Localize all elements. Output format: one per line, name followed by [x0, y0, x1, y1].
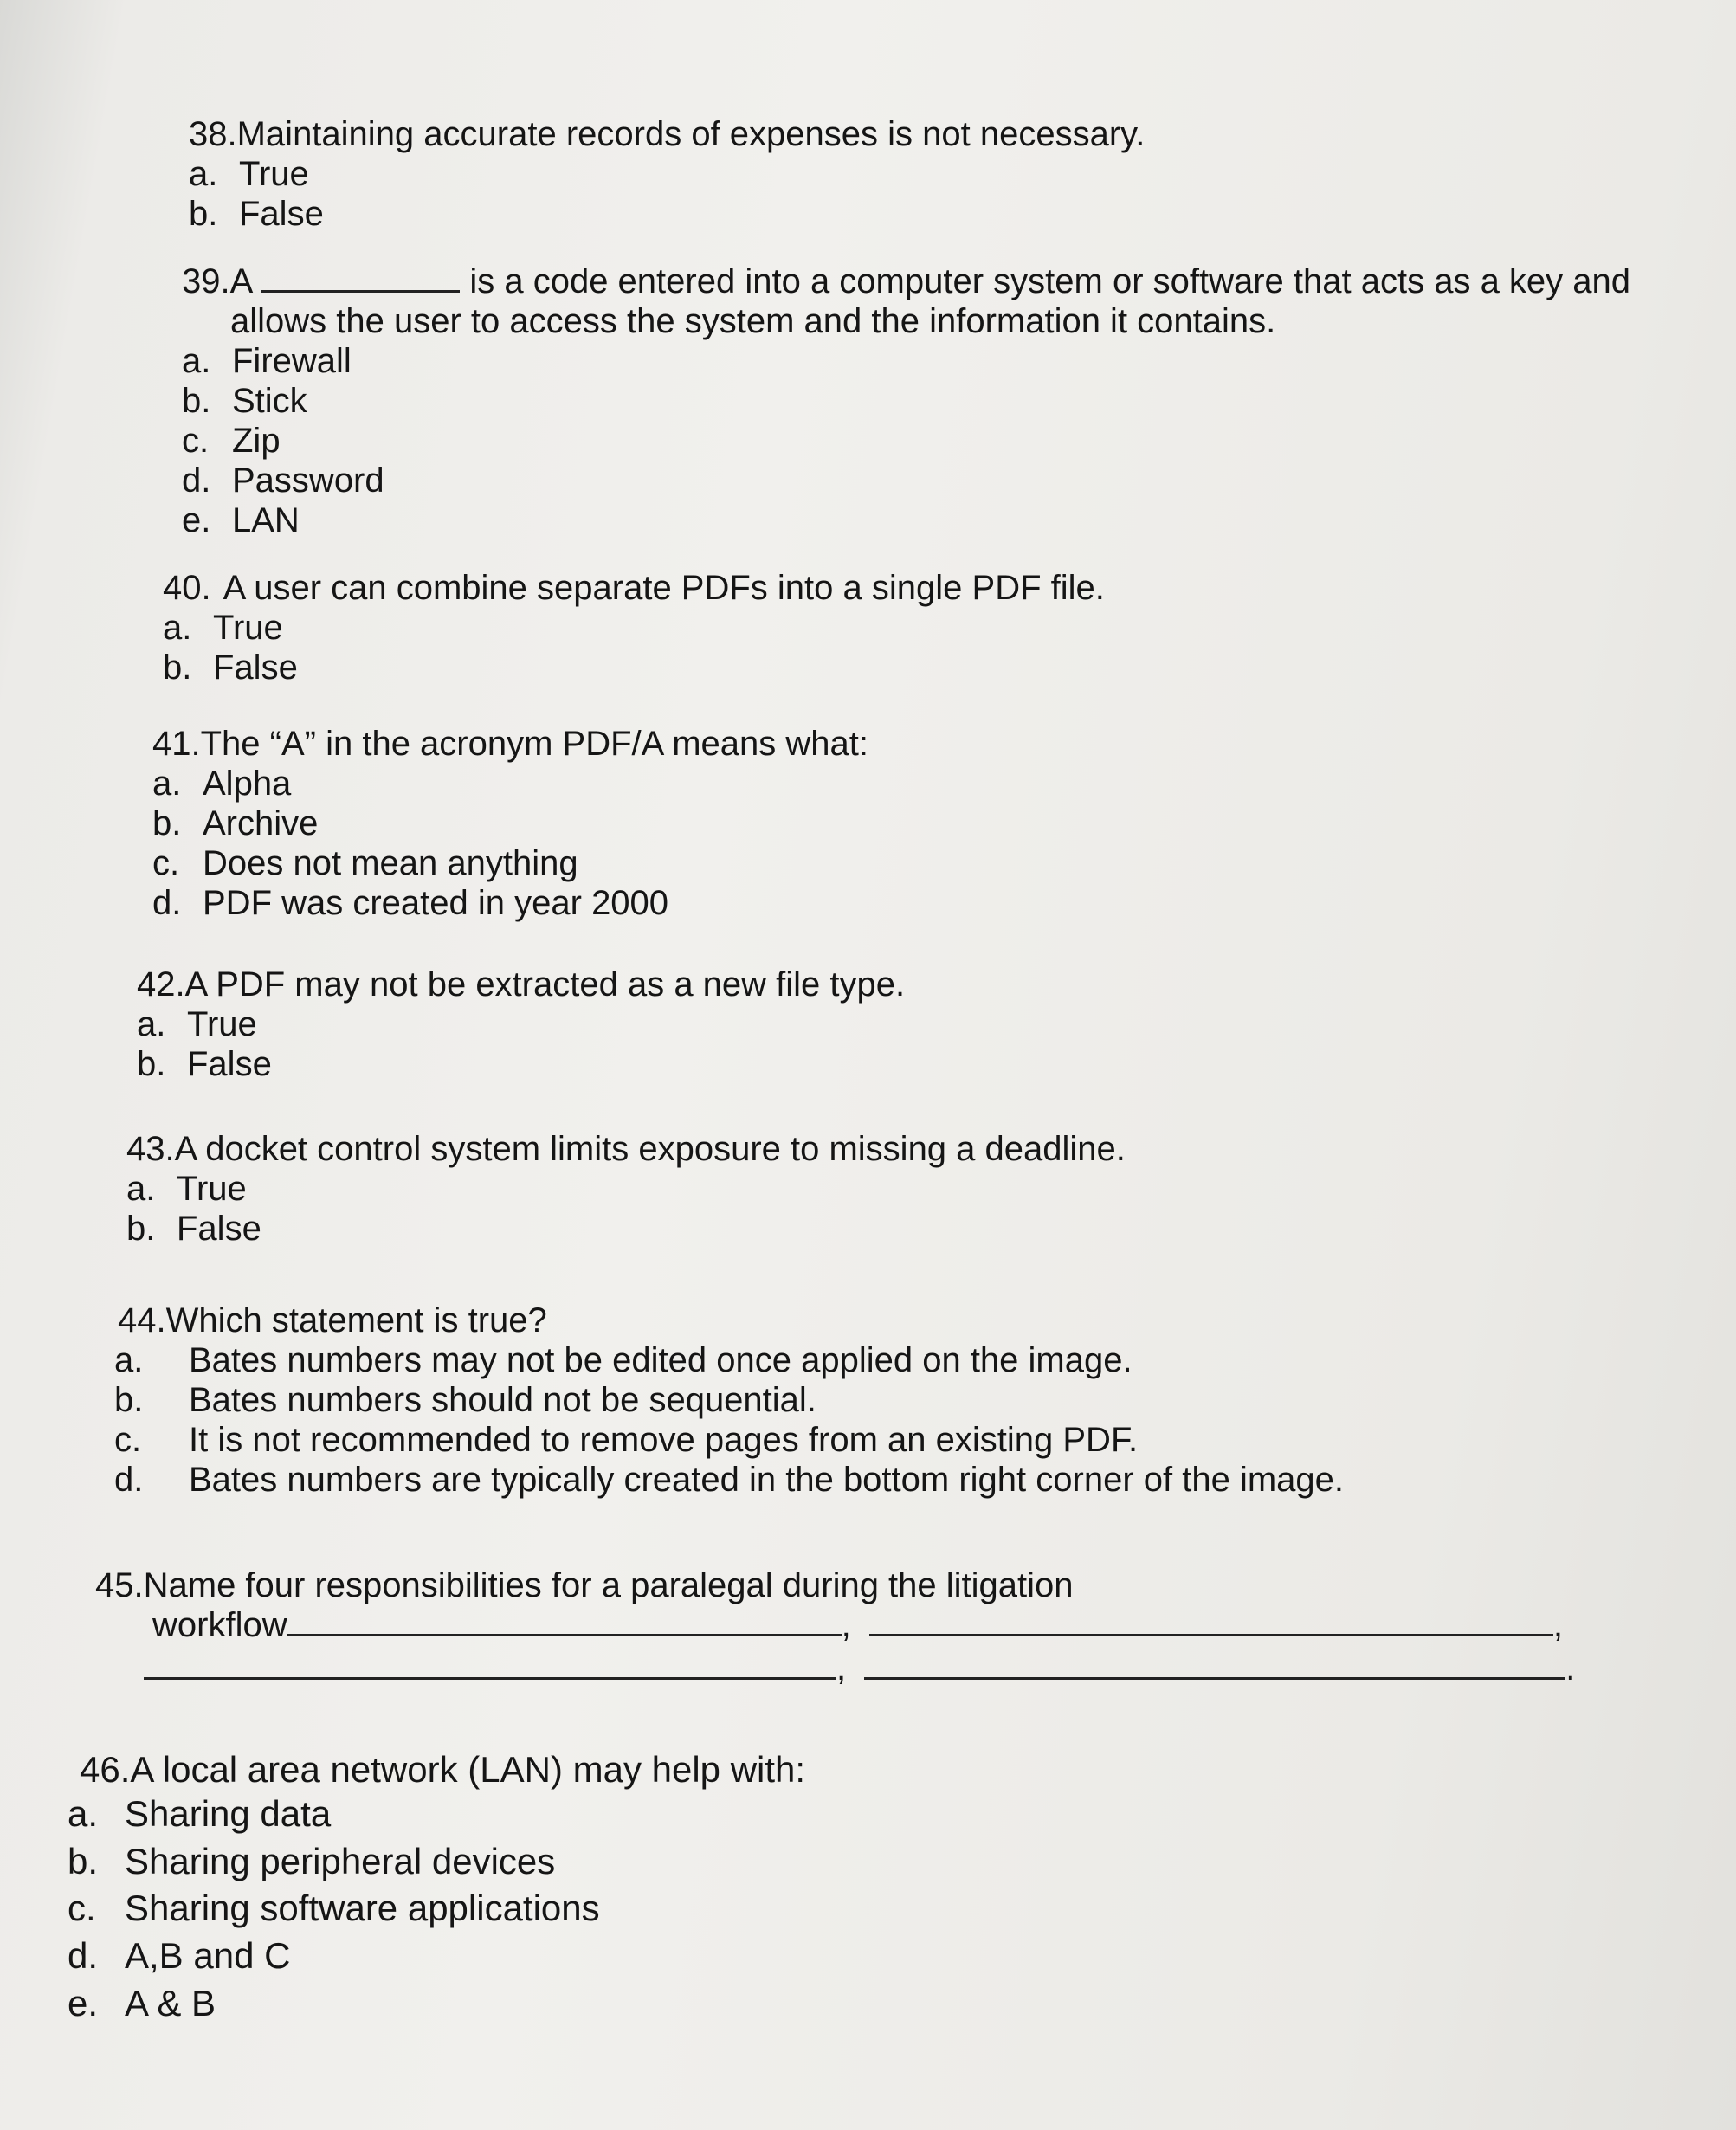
- option-text: False: [177, 1210, 261, 1248]
- option-text: True: [187, 1005, 257, 1043]
- option-text: It is not recommended to remove pages from an existing PDF.: [189, 1421, 1139, 1459]
- question-44: [114, 1301, 1344, 1500]
- option-text: Password: [232, 462, 384, 500]
- option-text: A & B: [125, 1982, 216, 2024]
- answer-blank-2[interactable]: [869, 1606, 1553, 1636]
- question-42: [137, 965, 905, 1084]
- option-a: [163, 608, 1105, 648]
- option-text: True: [177, 1170, 247, 1208]
- option-text: Firewall: [232, 342, 352, 380]
- option-text: Bates numbers are typically created in the bottom right corner of the image.: [189, 1461, 1345, 1499]
- option-text: Bates numbers should not be sequential.: [189, 1381, 816, 1419]
- option-c: [152, 843, 868, 883]
- option-d: [114, 1460, 1344, 1500]
- option-letter: a.: [189, 155, 218, 193]
- option-letter: b.: [152, 804, 182, 842]
- option-letter: d.: [114, 1461, 144, 1499]
- option-b: [137, 1044, 905, 1084]
- option-letter: a.: [137, 1005, 166, 1043]
- question-stem: The “A” in the acronym PDF/A means what:: [200, 725, 869, 763]
- option-a: [152, 764, 868, 804]
- question-number: 38.: [189, 115, 237, 153]
- option-a: [114, 1340, 1344, 1380]
- question-43: [126, 1129, 1126, 1249]
- separator: ,: [841, 1606, 851, 1644]
- option-text: True: [213, 609, 283, 647]
- question-number: 42.: [137, 965, 185, 1004]
- option-c: [114, 1420, 1344, 1460]
- option-b: [68, 1838, 805, 1886]
- question-stem: A PDF may not be extracted as a new file type.: [184, 965, 906, 1004]
- option-e: [68, 1980, 805, 2028]
- option-letter: d.: [152, 884, 182, 922]
- option-text: A,B and C: [125, 1935, 291, 1977]
- option-letter: d.: [68, 1935, 99, 1977]
- option-text: Stick: [232, 382, 307, 420]
- option-a: [189, 154, 1145, 194]
- question-stem: Name four responsibilities for a paralegal during the litigation: [143, 1566, 1074, 1604]
- option-b: [182, 381, 1630, 421]
- option-a: [126, 1169, 1126, 1209]
- option-a: [137, 1004, 905, 1044]
- option-text: Alpha: [203, 765, 292, 803]
- question-stem: A user can combine separate PDFs into a single PDF file.: [223, 569, 1105, 607]
- option-letter: a.: [182, 342, 211, 380]
- option-letter: b.: [68, 1840, 99, 1882]
- option-letter: a.: [68, 1793, 99, 1835]
- option-a: [68, 1791, 805, 1838]
- option-letter: a.: [163, 609, 192, 647]
- option-b: [126, 1209, 1126, 1249]
- option-letter: e.: [182, 501, 211, 539]
- option-text: LAN: [232, 501, 300, 539]
- question-stem-end: is a code entered into a computer system or software that acts as a key and: [469, 262, 1631, 300]
- question-number: 44.: [118, 1301, 166, 1339]
- answer-blank[interactable]: [261, 262, 460, 293]
- option-text: Archive: [203, 804, 319, 842]
- option-b: [189, 194, 1145, 234]
- option-letter: e.: [68, 1982, 99, 2024]
- option-letter: c.: [68, 1888, 96, 1929]
- question-stem: A local area network (LAN) may help with:: [130, 1749, 806, 1790]
- option-text: PDF was created in year 2000: [203, 884, 669, 922]
- question-stem: A docket control system limits exposure to missing a deadline.: [174, 1130, 1126, 1168]
- option-b: [163, 648, 1105, 687]
- option-text: Does not mean anything: [203, 844, 578, 882]
- option-c: [182, 421, 1630, 461]
- option-text: Sharing peripheral devices: [125, 1840, 556, 1882]
- question-number: 39.: [182, 262, 230, 300]
- option-letter: b.: [137, 1045, 166, 1083]
- question-number: 46.: [80, 1749, 131, 1790]
- question-46: [68, 1749, 805, 2027]
- option-text: False: [187, 1045, 272, 1083]
- option-text: Sharing software applications: [125, 1888, 600, 1929]
- option-letter: c.: [152, 844, 180, 882]
- option-letter: b.: [126, 1210, 156, 1248]
- option-d: [182, 461, 1630, 500]
- option-d: [68, 1933, 805, 1980]
- option-letter: d.: [182, 462, 211, 500]
- question-41: [152, 724, 868, 923]
- option-d: [152, 883, 868, 923]
- question-number: 45.: [95, 1566, 144, 1604]
- question-39: [182, 261, 1630, 540]
- answer-blank-1[interactable]: [287, 1606, 842, 1636]
- option-text: False: [239, 195, 324, 233]
- question-45: [95, 1565, 1575, 1688]
- separator: ,: [1552, 1606, 1563, 1644]
- option-letter: a.: [152, 765, 182, 803]
- option-e: [182, 500, 1630, 540]
- question-38: [189, 114, 1145, 234]
- option-a: [182, 341, 1630, 381]
- option-c: [68, 1885, 805, 1933]
- question-stem-line2: workflow: [152, 1606, 287, 1644]
- question-stem: Which statement is true?: [165, 1301, 547, 1339]
- option-b: [152, 804, 868, 843]
- option-letter: c.: [182, 422, 210, 460]
- option-text: False: [213, 649, 298, 687]
- option-letter: a.: [114, 1341, 144, 1379]
- option-text: Bates numbers may not be edited once applied on the image.: [189, 1341, 1133, 1379]
- option-letter: b.: [114, 1381, 144, 1419]
- question-stem-start: A: [229, 262, 252, 300]
- question-stem: Maintaining accurate records of expenses is not necessary.: [236, 115, 1146, 153]
- option-letter: b.: [163, 649, 192, 687]
- option-text: Zip: [232, 422, 281, 460]
- separator: ,: [836, 1649, 847, 1688]
- answer-blank-4[interactable]: [864, 1649, 1565, 1680]
- option-text: Sharing data: [125, 1793, 332, 1835]
- option-letter: c.: [114, 1421, 142, 1459]
- option-b: [114, 1380, 1344, 1420]
- option-text: True: [239, 155, 309, 193]
- separator: .: [1565, 1649, 1576, 1688]
- option-letter: a.: [126, 1170, 156, 1208]
- question-stem-line2: allows the user to access the system and the information it contains.: [230, 302, 1276, 340]
- answer-blank-3[interactable]: [144, 1649, 836, 1680]
- question-number: 41.: [152, 725, 201, 763]
- question-number: 40.: [163, 569, 211, 607]
- question-number: 43.: [126, 1130, 175, 1168]
- question-40: [163, 568, 1105, 687]
- option-letter: b.: [189, 195, 218, 233]
- option-letter: b.: [182, 382, 211, 420]
